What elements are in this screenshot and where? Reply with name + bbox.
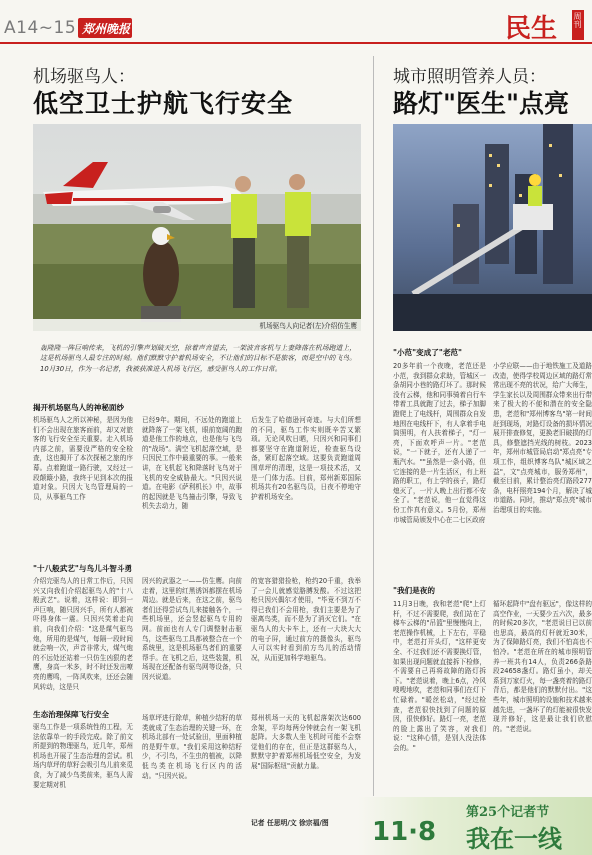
right-s1-col-1: 20多年前一个夜晚，老范还是小范，我到群众求助，管城区一条胡同小巷的路灯坏了。那时候没有云梯，他和同事骑着自行车带着工具就跑了过去，梯子加脚蹬爬上了电线杆，周围群众自发地围在电线杆下，有人拿着手电筒照明，有人扶着梯子，"灯一亮，下面欢呼声一片。"老范说，"一下就子，还有人递了一瓶汽水。""虽然是一条小路，但它连接的是一片生活区，有上班路的职工，有上学的孩子，路灯熄灭了，一片人晚上出行都不安全了。"老范说，他一直觉得这份工作真有意义。5月份，郑州市城管局颁发中心在二七区政府 bbox=[393, 362, 486, 524]
left-s1-col-1: 机场驱鸟人之所以神秘，是因为他们不会出现在旅客面前，却又对旅客的飞行安全至关重要。走入机场内部之前，需要没严格的安全检查，这也揭开了本次探秘之旅的序幕。点着跑道一路行驶，又经过一段颠簸小路，我终于见到本次的报道对象。只因大飞鸟管理局的一员，从事驱鸟工作 bbox=[33, 416, 133, 501]
left-s2-col-1: 介绍完驱鸟人的日常工作后，只因兴又向我们介绍起驱鸟人的"十八般武艺"。说着，这样说：即到一声巨响，随只因兴手，所有人都被吓得身体一震。只因兴笑着走向前，向我们介绍："这是煤气驱鸟炮，所用的是煤气，每隔一段时间就会响一次，声音非常大，煤气炮的不远处还站着一只仿生凶狠的老鹰，身高一米多，时不时还发出嘹亮的鹰鸣，一阵风吹来，还还会随风转动，这是只 bbox=[33, 577, 133, 691]
left-headline: 低空卫士护航飞行安全 bbox=[33, 89, 294, 118]
right-s2-col-1: 11月3日晚，我和老范"爬"上灯杆，不过不需要爬，我们站在了梯车云梯的"吊篮"里慢慢向上，老范操作机械，上下左右，平稳中，老范打开头灯，"这样更安全、不过我们还不需要换灯管，如果出现问题就直接拆下检修，不需要自己再将故障的路灯拆下。"老范说着，晚上6点，冷风嗖嗖地吹，老范和同事们在灯下忙碌着。"暖丝松动，"经过检查，老范很快找到了问题的原因，很快修好。路灯一亮，老范的脸上露出了笑容，对我们说："这种心情，是别人没法体会的。" bbox=[393, 600, 486, 752]
photo-caption-bar bbox=[33, 319, 361, 331]
banner-date: 11·8 bbox=[372, 817, 437, 847]
left-section-1-heading: 揭开机场驱鸟人的神秘面纱 bbox=[33, 403, 125, 412]
left-byline: 记者 任思明/文 徐宗福/图 bbox=[251, 819, 329, 827]
section-sub-badge bbox=[572, 10, 584, 40]
left-s3-col-3: 郑州机场一天的飞机起落架次达600余架，平均每两分钟就会有一架飞机起降。大多数人坐飞机时可能不会察觉他们的存在，但正是这群驱鸟人，默默守护着郑州机场低空安全，为发展"国际枢纽"贡献力量。 bbox=[251, 714, 361, 770]
right-section-1-heading: "小范"变成了"老范" bbox=[393, 348, 462, 357]
person-left bbox=[231, 176, 257, 308]
left-s1-col-3: 后发生了哈德逊河奇迹。与大们所想的不同，驱鸟工作实则既辛苦又繁琐。无论风吹日晒，只因兴和同事们都要坚守在跑道附近，检查驱鸟设备，紧盯起落空域。这要负责跑道周围草坪的清理，这是一项技术活，又是一门体力活。目前，郑州新郑国际机场共有20名驱鸟员，日夜不停地守护着机场安全。 bbox=[251, 416, 361, 501]
airport-photo bbox=[33, 124, 361, 331]
section-sub-text: 周刊 bbox=[573, 12, 582, 28]
left-kicker: 机场驱鸟人： bbox=[33, 67, 135, 87]
left-s3-col-1: 驱鸟工作是一项系统性的工程，无法依靠单一的手段完成。除了前文所提到的物理驱鸟，近几年，郑州机场也开展了生态治理的尝试。机场内草坪的草籽会吸引鸟儿前来觅食，为了减少鸟类前来，驱鸟人需要定期对机 bbox=[33, 723, 133, 789]
left-intro: 轰隆隆一阵巨响传来，飞机的引擎声划破天空，掠着声音望去，一架波音客机与上妻降落在机场跑道上，这是机场驱鸟人最专注的时刻。他们默默守护着机场安全，不让他们的目标不是旅客，而是空中的飞鸟。10月30日，作为一名记者，我被获准进入机场飞行区，感受驱鸟人的工作日常。 bbox=[40, 344, 356, 373]
left-s2-col-2: 因兴的武器之一——仿生鹰。向前走着，这里的红黑诱饵都摆在机场周边。就是后来，在这之前，驱鸟者们还得尝试鸟儿来接触各个，一些机场里，还会竖起驱鸟专用的网。前面也有人专门调整射击驱鸟，这些驱鸟工具都被整合在一个系统里，这是机场驱鸟者们的重要帮手。在飞机之后，这些装置，机场现在还配备有驱鸟网等设备，只因兴说道。 bbox=[142, 577, 242, 681]
section-title: 民生 bbox=[505, 14, 558, 44]
person-right bbox=[285, 174, 311, 308]
bucket-icon bbox=[513, 204, 553, 230]
left-s1-col-2: 已经9年。期间，不远处的跑道上就降落了一架飞机，眼前宽阔的跑道是他工作的地点，也是他与飞鸟的"战场"。满空飞机起落空域，是只因民工作中最重要的事。一般来讲，在飞机起飞和降落时飞鸟对于飞机的安全威胁最大。"只因兴说道。在电影《萨利机长》中，故事的起因就是飞鸟撞击引擎，导致飞机失去动力，随 bbox=[142, 416, 242, 511]
journalist-day-banner bbox=[358, 797, 592, 855]
column-divider bbox=[373, 56, 374, 796]
header-rule bbox=[0, 42, 592, 44]
photo-scene-night bbox=[393, 124, 592, 331]
streetlight-photo bbox=[393, 124, 592, 331]
banner-edition: 第25个记者节 bbox=[466, 805, 550, 820]
banner-slogan: 我在一线 bbox=[466, 824, 562, 853]
right-headline: 路灯"医生"点亮 bbox=[393, 89, 570, 118]
right-section-2-heading: "我们是夜的 bbox=[393, 586, 435, 595]
paper-logo-text: 郑州晚报 bbox=[82, 22, 131, 36]
left-section-2-heading: "十八般武艺"与鸟儿斗智斗勇 bbox=[33, 564, 133, 573]
left-s3-col-2: 场草坪进行除草，种植少结籽的草类就成了生态治理的关键一环，在机场北部有一处试验田，里面种植的是野牛草。"我们采用这种结籽少，不引鸟，不生虫的植被，以降低鸟类在机场飞行区内的活动。"只因兴说。 bbox=[142, 714, 242, 780]
photo-scene bbox=[33, 124, 361, 331]
right-kicker: 城市照明管养人员： bbox=[393, 67, 546, 87]
page-number: A14~15 bbox=[4, 18, 77, 38]
left-section-3-heading: 生态治理保障飞行安全 bbox=[33, 710, 109, 719]
right-s2-col-2: 循环起降中"盘有驱远"，像这样的高空作业，一天要少五六次，最多的时候20多次，"老范说目已以前也思高，最高的灯杆就近30米，为了保障路灯亮，我们不怕高也不怕冷。"老范在所在的城市照明管养一班共有14人，负责266条路段24658盏灯。路灯虽小，却关系到万家灯火，每一盏亮着的路灯背后，都是他们的默默付出。"这些年，城市照明的设施和技术越来越先进，一盏坏了的灯能被很快发现并修好，这是最让我们欣慰的。"老范说。 bbox=[493, 600, 592, 733]
left-s2-col-3: 的宽容猎猎捡枪，枪约20千重，我举了一会儿就感觉胳膊发酸。不过这把枪只因兴偶尔才使用，"毕竟不到万不得已我们不会用枪，我们主要是为了驱离鸟类，而不是为了消灭它们。"在驱鸟人的大卡车上，还有一大块大大的电子屏，通过前方的摄像头，驱鸟人可以实时看到前方鸟儿的活动情况，从而更加科学地驱鸟。 bbox=[251, 577, 361, 662]
paper-logo bbox=[78, 18, 132, 38]
photo-caption: 机场驱鸟人向记者(左)介绍仿生鹰 bbox=[259, 322, 357, 330]
right-s1-col-2: 小学应联——由于地铁施工及道路改造，使得学校周边区域的路灯常常出现不亮的状况，给广大师生，学生家长以及周围群众带来出行带来了极大的不便和潜在的安全隐患，老范和"郑州博客鸟"第一时间赶到现场，对路灯设备的损坏情况展开排查修复，更换老旧破损的灯具，修整遮挡光线的树枝。2023年，郑州市城管局启动"郑点亮"专项工作，组织博客鸟队"城区域之益"，文"点亮城市，服务郑州"，截至目前，累计整治亮灯路段277条，电杆照亮194个月，解决了城市道路。同时，推动"郑点亮"城市治理项目的实施。 bbox=[493, 362, 592, 514]
